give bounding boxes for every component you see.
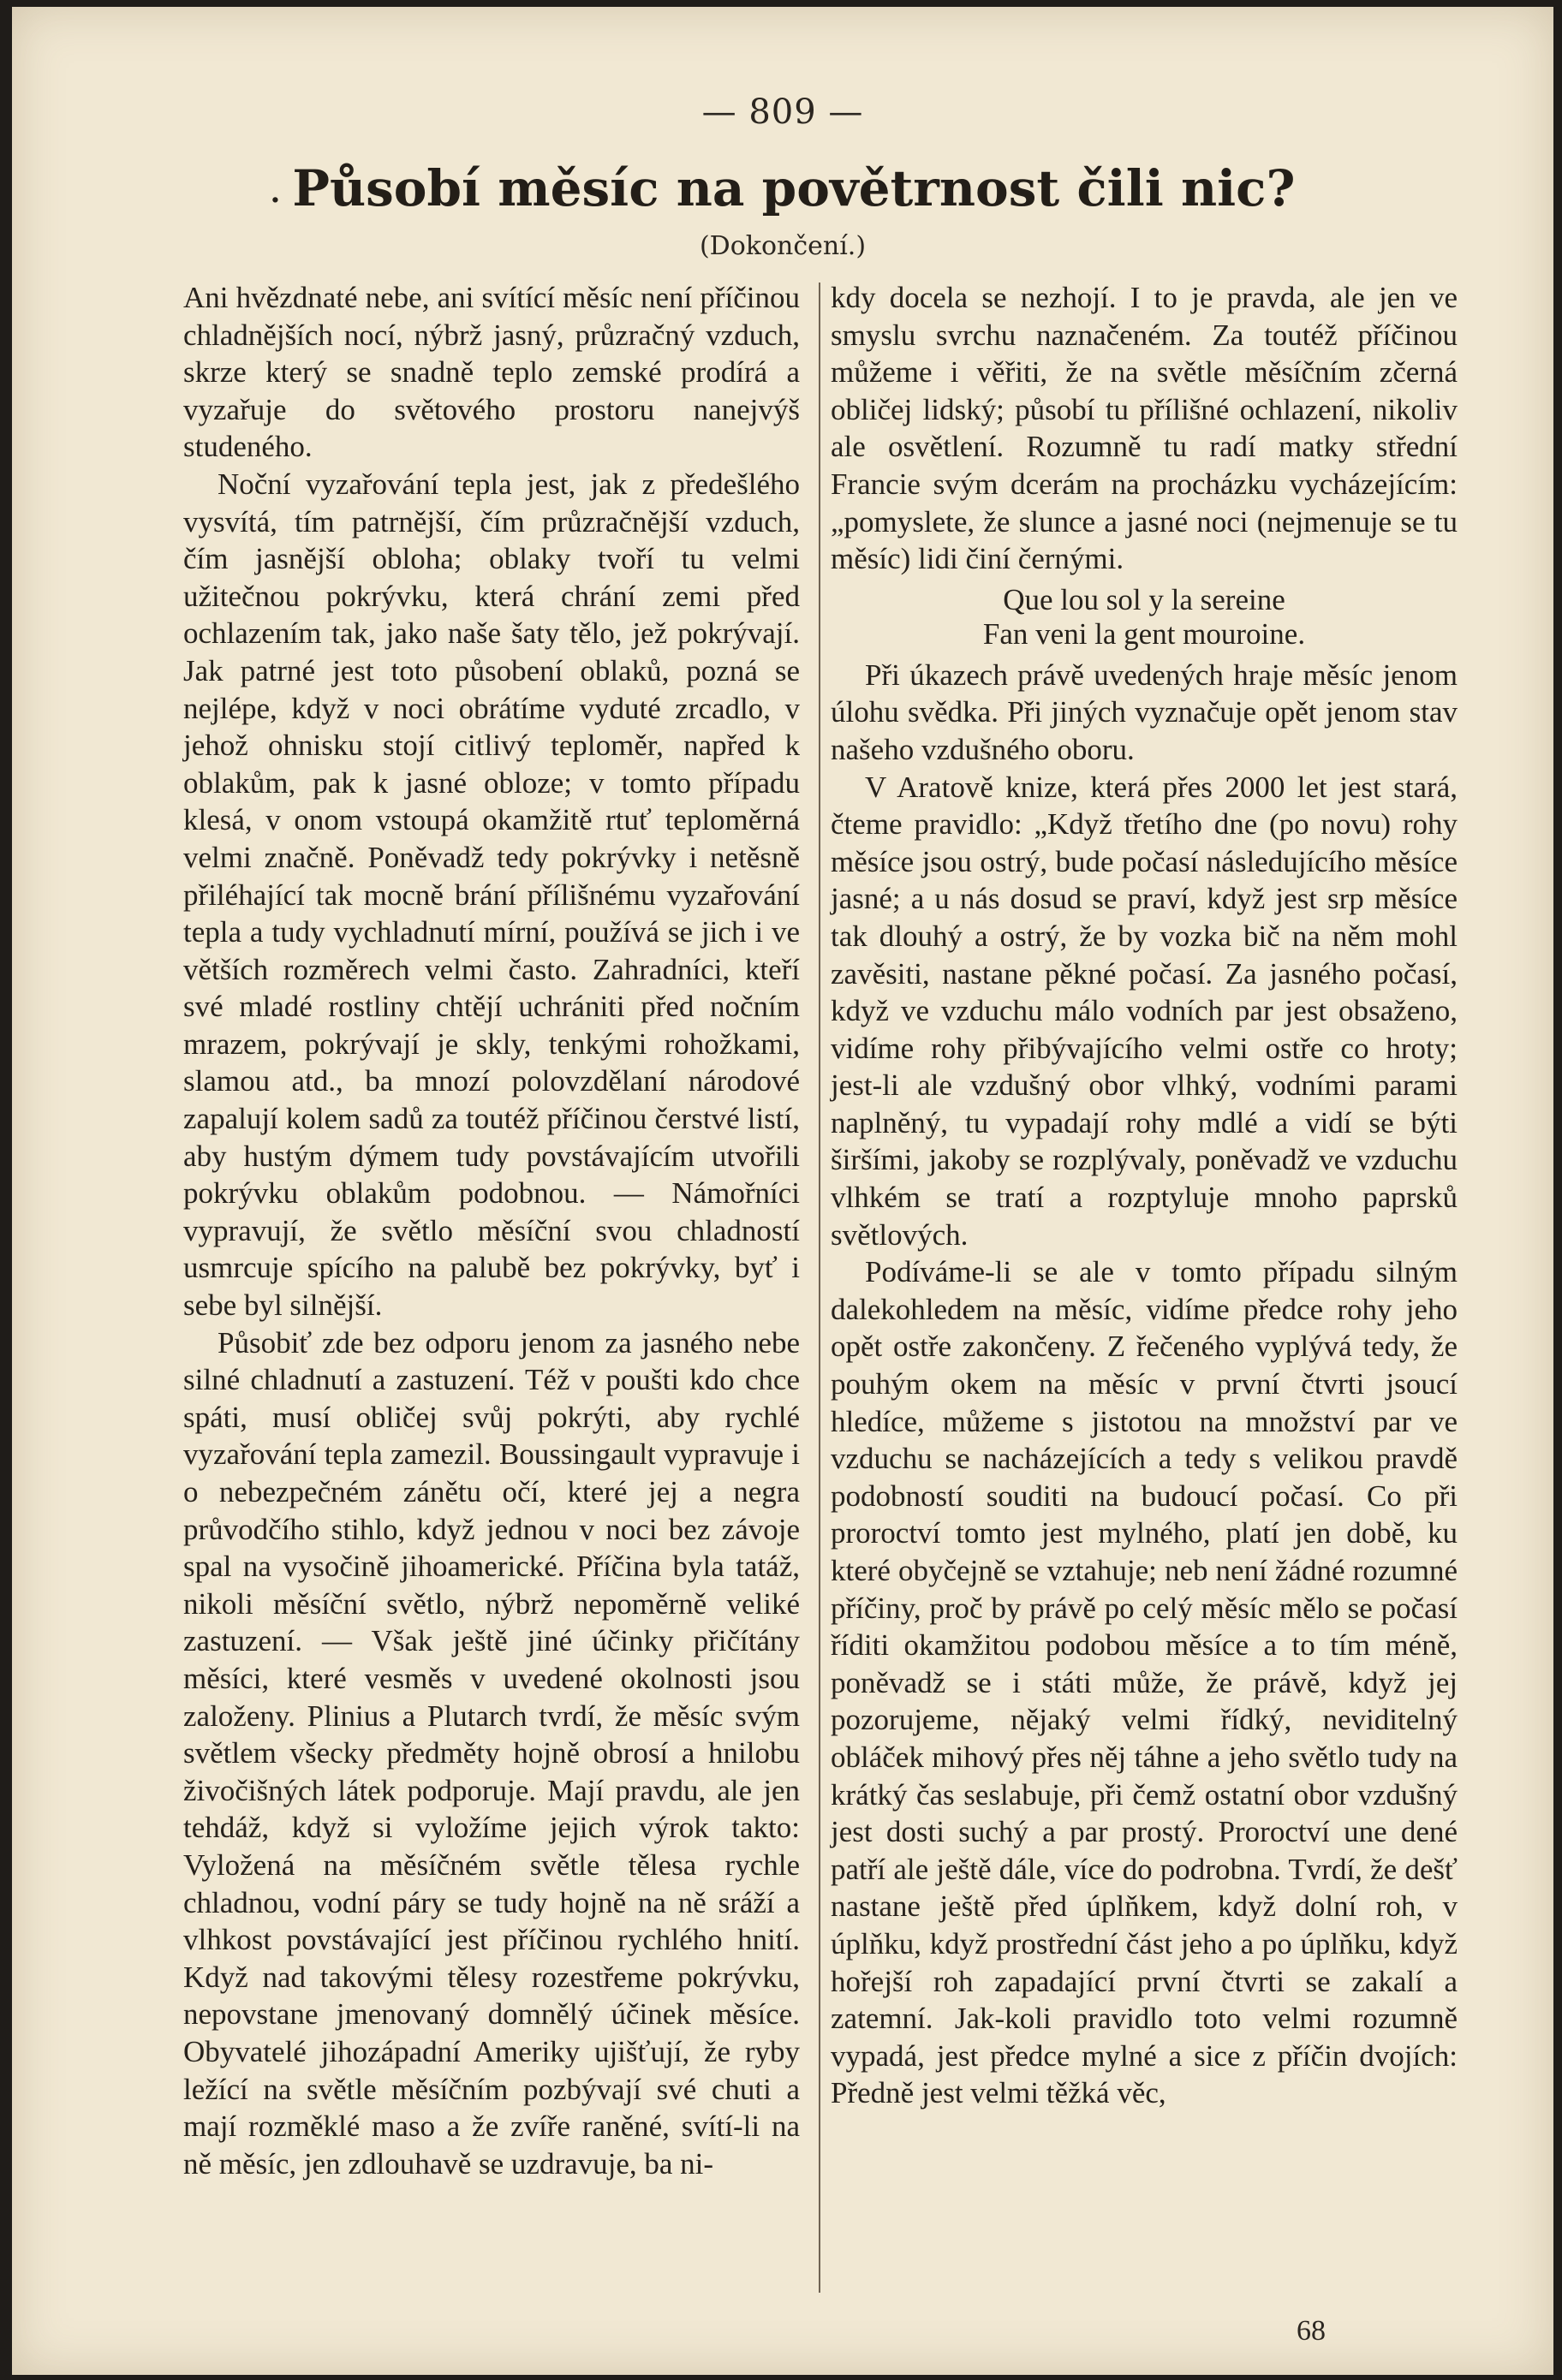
column-divider: [819, 283, 820, 2293]
stray-mark: .: [270, 176, 281, 210]
left-paragraph-1: Ani hvězdnaté nebe, ani svítící měsíc není příčinou chladnějších nocí, nýbrž jasný, průzračný vzduch, skrze který se snadně teplo zemské prodírá a vyzařuje do světového prostoru nanejvýš studeného.: [183, 281, 800, 464]
left-column: [183, 279, 800, 2182]
right-paragraph-2: Při úkazech právě uvedených hraje měsíc jenom úlohu svědka. Při jiných vyznačuje opět jenom stav našeho vzdušného oboru.: [831, 657, 1458, 766]
right-paragraph-4: Podíváme-li se ale v tomto případu silným dalekohledem na měsíc, vidíme předce rohy jeho opět ostře zakončeny. Z řečeného vyplývá tedy, že pouhým okem na měsíc v první čtvrti jsoucí hledíce, můžeme s jistotou na množství par ve vzduchu se nacházejících a tedy s velikou pravdě podobností souditi na budoucí počasí. Co při proroctví tomto jest mylného, platí jen době, ku které obyčejně se vztahuje; neb není žádné rozumné příčiny, proč by právě po celý měsíc mělo se počasí říditi okamžitou podobou měsíce a to tím méně, poněvadž se i státi může, že právě, když jej pozorujeme, nějaký velmi řídký, neviditelný obláček mihový přes něj táhne a jeho světlo tudy na krátký čas seslabuje, při čemž ostatní obor vzdušný jest dosti suchý a par prostý. Proroctví une dené patří ale ještě dále, více do podrobna. Tvrdí, že dešť nastane ještě před úplňkem, když dolní roh, v úplňku, když prostřední část jeho a po úplňku, když hořejší roh zapadající první čtvrti se zakalí a zatemní. Jak-koli pravidlo toto velmi rozumně vypadá, jest předce mylné a sice z příčin dvojích: Předně jest velmi těžká věc,: [831, 1255, 1458, 2110]
signature-number: 68: [1297, 2315, 1326, 2347]
article-title-text: Působí měsíc na povětrnost čili nic?: [292, 159, 1296, 217]
right-paragraph-1: kdy docela se nezhojí. I to je pravda, ale jen ve smyslu svrchu naznačeném. Za toutéž příčinou můžeme i věřiti, že na světle měsíčním zčerná obličej lidský; působí tu přílišné ochlazení, nikoliv ale osvětlení. Rozumně tu radí matky střední Francie svým dcerám na procházku vycházejícím: „pomyslete, že slunce a jasné noci (nejmenuje se tu měsíc) lidi činí černými.: [831, 281, 1458, 576]
right-paragraph-3: V Aratově knize, která přes 2000 let jest stará, čteme pravidlo: „Když třetího dne (po novu) rohy měsíce jsou ostrý, bude počasí následujícího měsíce jasné; a u nás dosud se praví, když jest srp měsíce tak dlouhý a ostrý, že by vozka bič na něm mohl zavěsiti, nastane pěkné počasí. Za jasného počasí, když ve vzduchu málo vodních par jest obsaženo, vidíme rohy přibývajícího velmi ostře co hroty; jest-li ale vzdušný obor vlhký, vodními parami naplněný, tu vypadají rohy mdlé a vidí se býti širšími, jakoby se rozplývaly, poněvadž ve vzduchu vlhkém se tratí a rozptyluje mnoho paprsků světlových.: [831, 770, 1458, 1252]
book-page: [12, 7, 1553, 2375]
article-title: [12, 159, 1553, 217]
article-subtitle: (Dokončení.): [699, 231, 867, 261]
verse-line-1: Que lou sol y la sereine: [1003, 582, 1285, 616]
page-number: — 809 —: [701, 92, 864, 132]
verse-quote: [831, 583, 1458, 652]
right-column: [831, 279, 1458, 2112]
left-paragraph-3: Působiť zde bez odporu jenom za jasného nebe silné chladnutí a zastuzení. Též v poušti kdo chce spáti, musí obličej svůj pokrýti, aby rychlé vyzařování tepla zamezil. Boussingault vypravuje i o nebezpečném zánětu očí, které jej a negra průvodčího stihlo, když jednou v noci bez závoje spal na vysočině jihoamerické. Příčina byla tatáž, nikoli měsíční světlo, nýbrž nepoměrně veliké zastuzení. — Však ještě jiné účinky přičítány měsíci, které vesměs v uvedené okolnosti jsou založeny. Plinius a Plutarch tvrdí, že měsíc svým světlem všecky předměty hojně obrosí a hnilobu živočišných látek podporuje. Mají pravdu, ale jen tehdáž, když si vyložíme jejich výrok takto: Vyložená na měsíčném světle tělesa rychle chladnou, vodní páry se tudy hojně na ně sráží a vlhkost povstávající jest příčinou rychlého hnití. Když nad takovými tělesy rozestřeme pokrývku, nepovstane jmenovaný domnělý účinek měsíce. Obyvatelé jihozápadní Ameriky ujišťují, že ryby ležící na světle měsíčním pozbývají své chuti a mají rozměklé maso a že zvíře raněné, svítí-li na ně měsíc, jen zdlouhavě se uzdravuje, ba ni-: [183, 1325, 800, 2181]
verse-line-2: Fan veni la gent mouroine.: [982, 616, 1306, 651]
left-paragraph-2: Noční vyzařování tepla jest, jak z předešlého vysvítá, tím patrnější, čím průzračnější vzduch, čím jasnější obloha; oblaky tvoří tu velmi užitečnou pokrývku, která chrání zemi před ochlazením tak, jako naše šaty tělo, jež pokrývají. Jak patrné jest toto působení oblaků, pozná se nejlépe, když v noci obrátíme vyduté zrcadlo, v jehož ohnisku stojí citlivý teploměr, napřed k oblakům, pak k jasné obloze; v tomto případu klesá, v onom vstoupá okamžitě rtuť teploměrná velmi značně. Poněvadž tedy pokrývky i netěsně přiléhající tak mocně brání přílišnému vyzařování tepla a tudy vychladnutí mírní, používá se jich i ve větších rozměrech velmi často. Zahradníci, kteří své mladé rostliny chtějí uchrániti před nočním mrazem, pokrývají je skly, tenkými rohožkami, slamou atd., ba mnozí polovzdělaní národové zapalují kolem sadů za toutéž příčinou čerstvé listí, aby hustým dýmem tudy povstávajícím utvořili pokrývku oblakům podobnou. — Námořníci vypravují, že světlo měsíční svou chladností usmrcuje spícího na palubě bez pokrývky, byť i sebe byl silnější.: [183, 467, 800, 1323]
